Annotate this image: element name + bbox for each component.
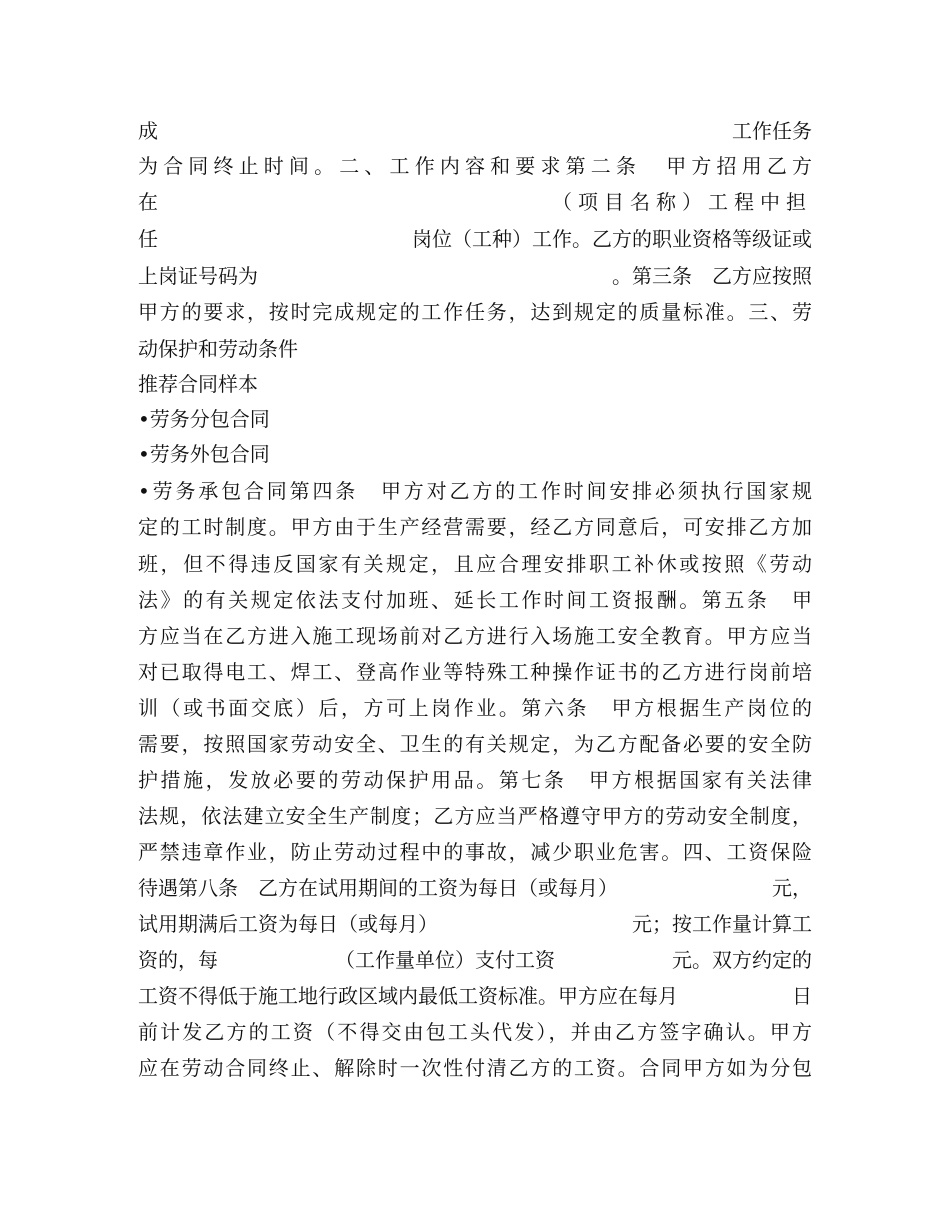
line-24-end: 元。双方约定的 xyxy=(672,948,812,972)
text-line-2: 为合同终止时间。二、工作内容和要求第二条 甲方招用乙方 xyxy=(138,154,812,178)
line-23-start: 试用期满后工资为每日（或每月） xyxy=(138,912,438,936)
text-line-16: 对已取得电工、焊工、登高作业等特殊工种操作证书的乙方进行岗前培 xyxy=(138,660,812,684)
line-4-end: 岗位（工种）工作。乙方的职业资格等级证或 xyxy=(412,227,812,251)
line-5-end: 。第三条 乙方应按照 xyxy=(612,264,812,288)
text-line-15: 方应当在乙方进入施工现场前对乙方进行入场施工安全教育。甲方应当 xyxy=(138,624,812,648)
sample-link-2[interactable]: •劳务外包合同 xyxy=(138,442,270,466)
text-line-5 xyxy=(138,262,812,290)
line-25-end: 日 xyxy=(792,984,812,1008)
line-3-end: （项目名称）工程中担 xyxy=(552,190,812,214)
line-23-end: 元；按工作量计算工 xyxy=(632,912,812,936)
line-5-start: 上岗证号码为 xyxy=(138,264,258,288)
text-line-19: 护措施，发放必要的劳动保护用品。第七条 甲方根据国家有关法律 xyxy=(138,768,812,792)
text-line-11: •劳务承包合同第四条 甲方对乙方的工作时间安排必须执行国家规 xyxy=(138,479,812,503)
text-line-20: 法规，依法建立安全生产制度；乙方应当严格遵守甲方的劳动安全制度， xyxy=(138,804,812,828)
text-line-21: 严禁违章作业，防止劳动过程中的事故，减少职业危害。四、工资保险 xyxy=(138,840,812,864)
text-line-13: 班，但不得违反国家有关规定，且应合理安排职工补休或按照《劳动 xyxy=(138,552,812,576)
line-1-start: 成 xyxy=(138,119,158,143)
line-22-start: 待遇第八条 乙方在试用期间的工资为每日（或每月） xyxy=(138,876,618,900)
line-25-start: 工资不得低于施工地行政区域内最低工资标准。甲方应在每月 xyxy=(138,984,678,1008)
text-line-3 xyxy=(138,188,812,216)
line-3-start: 在 xyxy=(138,190,158,214)
text-line-8: 推荐合同样本 xyxy=(138,372,258,396)
line-24-middle: （工作量单位）支付工资 xyxy=(335,948,555,972)
text-line-17: 训（或书面交底）后，方可上岗作业。第六条 甲方根据生产岗位的 xyxy=(138,696,812,720)
line-1-end: 工作任务 xyxy=(732,119,812,143)
text-line-1 xyxy=(138,117,812,145)
text-line-22 xyxy=(138,874,812,902)
line-4-start: 任 xyxy=(138,227,158,251)
text-line-27: 应在劳动合同终止、解除时一次性付清乙方的工资。合同甲方如为分包 xyxy=(138,1056,812,1080)
text-line-24 xyxy=(138,946,812,974)
text-line-26: 前计发乙方的工资（不得交由包工头代发），并由乙方签字确认。甲方 xyxy=(138,1020,812,1044)
line-22-end: 元， xyxy=(772,876,812,900)
text-line-12: 定的工时制度。甲方由于生产经营需要，经乙方同意后，可安排乙方加 xyxy=(138,515,812,539)
text-line-7: 动保护和劳动条件 xyxy=(138,337,298,361)
line-24-start: 资的，每 xyxy=(138,948,218,972)
text-line-25 xyxy=(138,982,812,1010)
sample-link-1[interactable]: •劳务分包合同 xyxy=(138,407,270,431)
text-line-6: 甲方的要求，按时完成规定的工作任务，达到规定的质量标准。三、劳 xyxy=(138,300,812,324)
text-line-18: 需要，按照国家劳动安全、卫生的有关规定，为乙方配备必要的安全防 xyxy=(138,732,812,756)
text-line-14: 法》的有关规定依法支付加班、延长工作时间工资报酬。第五条 甲 xyxy=(138,588,812,612)
text-line-23 xyxy=(138,910,812,938)
text-line-4 xyxy=(138,225,812,253)
